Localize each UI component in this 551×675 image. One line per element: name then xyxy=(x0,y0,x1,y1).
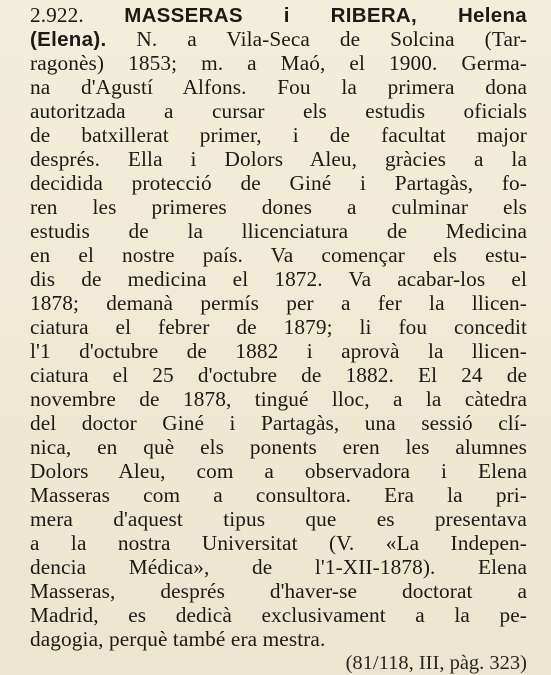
entry-name: MASSERAS i RIBERA, Helena xyxy=(124,4,527,27)
entry-line: ciatura el 25 d'octubre de 1882. El 24 de xyxy=(30,363,527,387)
entry-number: 2.922. xyxy=(30,3,84,27)
entry-line: Madrid, es dedicà exclusivament a la pe- xyxy=(30,603,527,627)
entry-line: estudis de la llicenciatura de Medicina xyxy=(30,219,527,243)
entry-line: a la nostra Universitat (V. «La Indepen- xyxy=(30,531,527,555)
entry-line: 1878; demanà permís per a fer la llicen- xyxy=(30,291,527,315)
entry-line xyxy=(30,27,527,51)
entry-line: l'1 d'octubre de 1882 i aprovà la llicen- xyxy=(30,339,527,363)
entry-line: dis de medicina el 1872. Va acabar-los el xyxy=(30,267,527,291)
entry-line: del doctor Giné i Partagàs, una sessió clí- xyxy=(30,411,527,435)
entry-line: decidida protecció de Giné i Partagàs, fo- xyxy=(30,171,527,195)
entry-line: ragonès) 1853; m. a Maó, el 1900. Germa- xyxy=(30,51,527,75)
entry-line: de batxillerat primer, i de facultat major xyxy=(30,123,527,147)
entry-line: dagogia, perquè també era mestra. xyxy=(30,627,326,651)
entry-line: mera d'aquest tipus que es presentava xyxy=(30,507,527,531)
entry-line: després. Ella i Dolors Aleu, gràcies a la xyxy=(30,147,527,171)
entry-line: na d'Agustí Alfons. Fou la primera dona xyxy=(30,75,527,99)
entry-line: ren les primeres dones a culminar els xyxy=(30,195,527,219)
source-citation: (81/118, III, pàg. 323) xyxy=(345,652,527,674)
entry-alt-name: (Elena). xyxy=(30,28,107,51)
entry-line: ciatura el febrer de 1879; li fou concedit xyxy=(30,315,527,339)
entry-line: autoritzada a cursar els estudis oficials xyxy=(30,99,527,123)
entry-line-text: N. a Vila-Seca de Solcina (Tar- xyxy=(136,27,527,51)
entry-line: novembre de 1878, tingué lloc, a la càtedra xyxy=(30,387,527,411)
entry-line: Masseras com a consultora. Era la pri- xyxy=(30,483,527,507)
entry-line: dencia Médica», de l'1-XII-1878). Elena xyxy=(30,555,527,579)
entry-line: en el nostre país. Va començar els estu- xyxy=(30,243,527,267)
entry-line: Masseras, després d'haver-se doctorat a xyxy=(30,579,527,603)
entry-header-line xyxy=(30,3,527,27)
entry-line: nica, en què els ponents eren les alumnes xyxy=(30,435,527,459)
entry-line: Dolors Aleu, com a observadora i Elena xyxy=(30,459,527,483)
